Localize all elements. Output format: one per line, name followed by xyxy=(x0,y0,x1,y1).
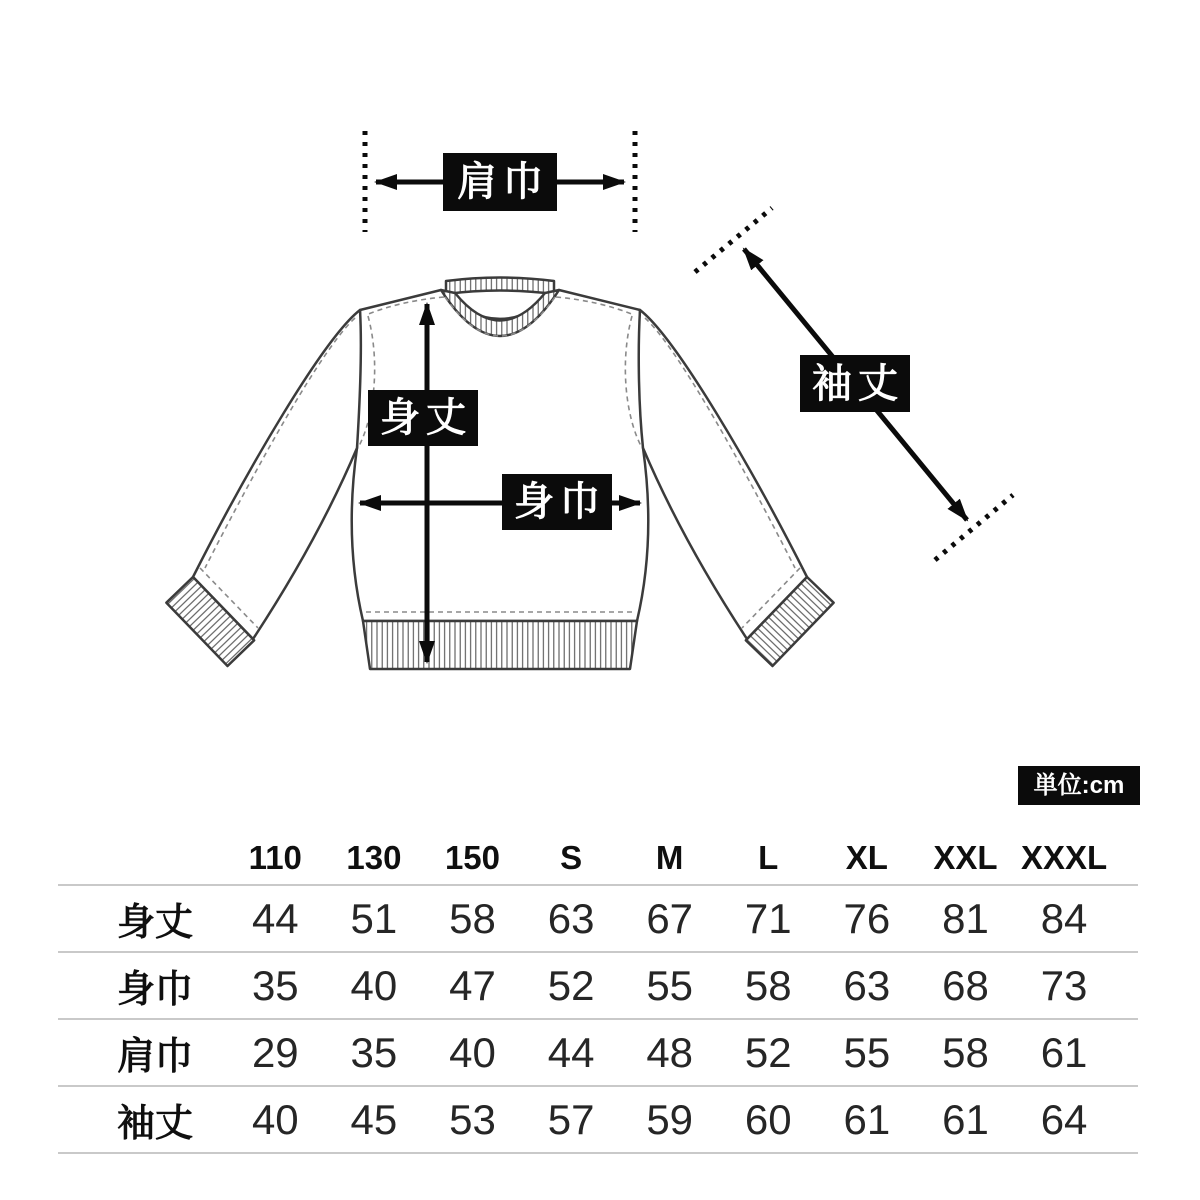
sleeve-length-label: 袖丈 xyxy=(800,355,910,412)
size-value: 58 xyxy=(449,894,496,942)
col-header-150: 150 xyxy=(444,839,501,876)
sweatshirt-illustration xyxy=(166,278,833,670)
row-label: 肩巾 xyxy=(116,1036,193,1078)
size-value: 51 xyxy=(350,894,398,942)
col-header-l: L xyxy=(758,839,779,876)
size-value: 59 xyxy=(646,1095,694,1143)
table-row-body-width xyxy=(58,953,1138,1020)
size-value: 47 xyxy=(449,961,496,1009)
col-header-s: S xyxy=(560,839,583,876)
table-row-shoulder-width xyxy=(58,1020,1138,1087)
size-value: 81 xyxy=(942,894,989,942)
garment-right-sleeve xyxy=(639,310,807,639)
size-value: 52 xyxy=(547,961,595,1009)
size-value: 40 xyxy=(251,1095,299,1143)
size-value: 63 xyxy=(843,961,891,1009)
size-value: 44 xyxy=(251,894,299,942)
size-value: 55 xyxy=(843,1028,891,1076)
size-value: 64 xyxy=(1040,1095,1088,1143)
size-value: 45 xyxy=(350,1095,398,1143)
table-row-body-length xyxy=(58,886,1138,953)
size-value: 40 xyxy=(350,961,398,1009)
size-value: 68 xyxy=(942,961,989,1009)
col-header-xl: XL xyxy=(845,839,888,876)
size-value: 53 xyxy=(449,1095,496,1143)
size-value: 61 xyxy=(942,1095,989,1143)
size-value: 29 xyxy=(251,1028,299,1076)
size-table xyxy=(58,832,1138,1154)
row-label: 袖丈 xyxy=(116,1103,193,1145)
body-width-label: 身巾 xyxy=(502,474,612,530)
size-value: 61 xyxy=(1040,1028,1088,1076)
size-value: 55 xyxy=(646,961,694,1009)
size-value: 73 xyxy=(1040,961,1088,1009)
col-header-xxl: XXL xyxy=(933,839,998,876)
shoulder-width-label: 肩巾 xyxy=(443,153,557,211)
row-label: 身巾 xyxy=(116,969,193,1011)
size-value: 84 xyxy=(1040,894,1088,942)
size-value: 57 xyxy=(547,1095,595,1143)
size-value: 67 xyxy=(646,894,694,942)
table-row-sleeve-length xyxy=(58,1087,1138,1154)
size-value: 71 xyxy=(744,894,792,942)
size-value: 76 xyxy=(843,894,891,942)
garment-collar-back-rib xyxy=(446,278,554,295)
garment-hem-rib xyxy=(363,621,637,669)
body-length-label: 身丈 xyxy=(368,390,478,446)
size-value: 58 xyxy=(744,961,792,1009)
unit-badge: 単位:cm xyxy=(1018,766,1140,805)
size-value: 61 xyxy=(843,1095,891,1143)
size-value: 58 xyxy=(942,1028,989,1076)
size-table-header-row xyxy=(58,832,1138,886)
col-header-xxxl: XXXL xyxy=(1020,839,1108,876)
col-header-m: M xyxy=(655,839,684,876)
size-value: 52 xyxy=(744,1028,792,1076)
size-value: 35 xyxy=(350,1028,398,1076)
size-value: 60 xyxy=(744,1095,792,1143)
size-value: 44 xyxy=(547,1028,595,1076)
size-value: 40 xyxy=(449,1028,496,1076)
row-label: 身丈 xyxy=(116,902,193,944)
size-value: 63 xyxy=(547,894,595,942)
col-header-130: 130 xyxy=(346,839,402,876)
size-value: 35 xyxy=(251,961,299,1009)
garment-body xyxy=(352,290,649,621)
garment-left-sleeve xyxy=(193,310,361,639)
size-value: 48 xyxy=(646,1028,694,1076)
col-header-110: 110 xyxy=(248,839,302,876)
